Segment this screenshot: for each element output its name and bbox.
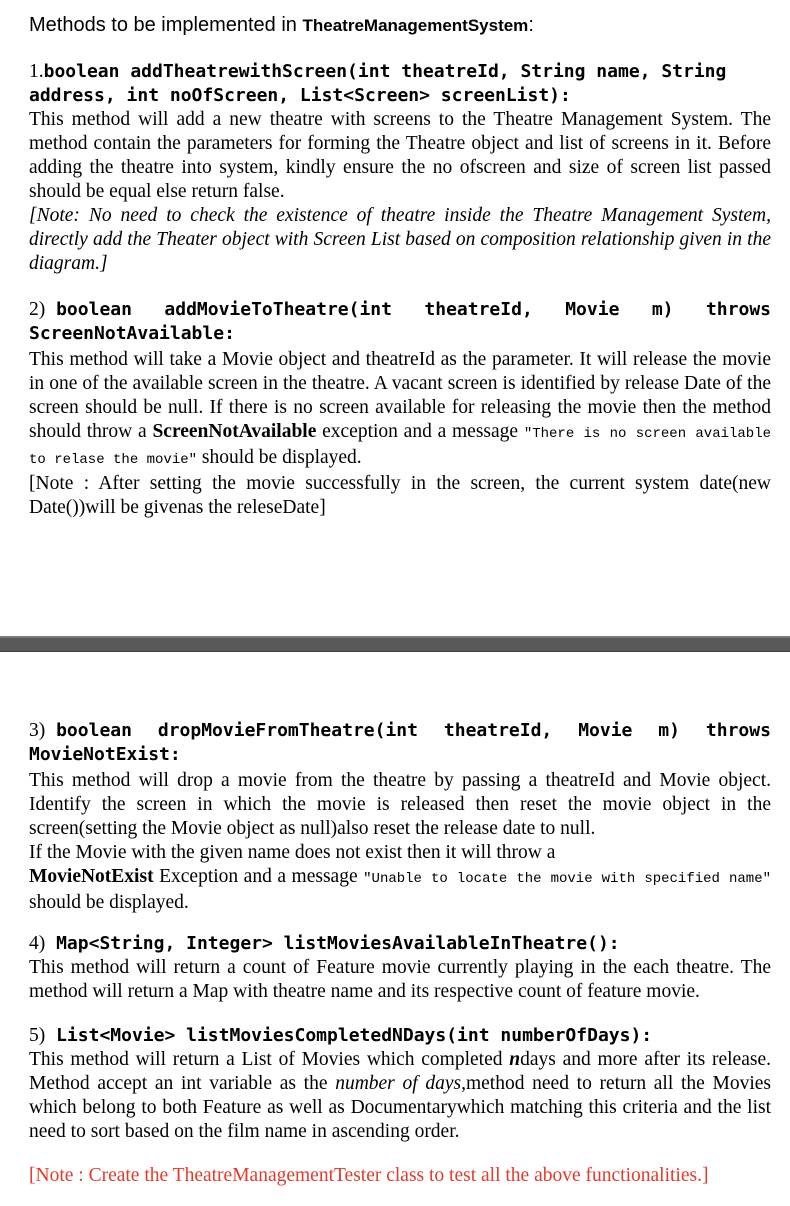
method-4-sig: Map<String, Integer> listMoviesAvailableInTheatre(): (56, 933, 620, 954)
method-1-sig-line1: boolean addTheatrewithScreen(int theatreId, String name, String (43, 61, 727, 82)
method-5-section (29, 1024, 771, 1144)
final-note: [Note : Create the TheatreManagementTester class to test all the above functionalities.] (29, 1165, 709, 1186)
method-4-description: This method will return a count of Feature movie currently playing in the each theatre. The method will return a Map with theatre name and its respective count of feature movie. (29, 957, 771, 1002)
method-1-sig-line2: address, int noOfScreen, List<Screen> screenList): (29, 85, 571, 106)
heading-suffix: : (528, 14, 534, 36)
method-2-desc-c: should be displayed. (197, 447, 362, 468)
method-2-sig-line1 (29, 298, 771, 322)
method-3-sig-word: dropMovieFromTheatre(int (157, 720, 418, 741)
method-1-signature (29, 60, 771, 108)
method-2-number: 2) (29, 299, 46, 320)
method-2-sig-word: addMovieToTheatre(int (164, 299, 392, 320)
method-1-section (29, 60, 771, 276)
method-3-sig-line2: MovieNotExist: (29, 744, 181, 765)
method-1-description: This method will add a new theatre with screens to the Theatre Management System. The method contain the parameters for forming the Theatre object and list of screens in it. Before adding the theatre into system, kindly ensure the no ofscreen and size of screen list passed should be equal else return false. (29, 109, 771, 202)
method-2-desc-b: exception and a message (316, 421, 524, 442)
method-2-exception: ScreenNotAvailable (152, 421, 317, 442)
method-1-note-text: [Note: No need to check the existence of theatre inside the Theatre Management System, directly add the Theater object with Screen List based on composition relationship given in the diagram.] (29, 205, 771, 274)
method-2-sig-word: Movie (565, 299, 620, 320)
method-2-sig-word: theatreId, (424, 299, 533, 320)
method-4-section (29, 932, 771, 1004)
method-2-sig-line2: ScreenNotAvailable: (29, 323, 235, 344)
method-5-signature (29, 1024, 771, 1048)
method-3-sig-word: throws (705, 720, 771, 741)
method-3-sig-word: Movie (578, 720, 633, 741)
method-2-section (29, 298, 771, 520)
method-3-desc-c: Exception and a message (153, 866, 364, 887)
method-3-desc-exception (29, 865, 771, 915)
method-2-message: "There is no screen available to relase the movie" (29, 426, 772, 468)
method-4-signature (29, 932, 771, 956)
heading-class-name: TheatreManagementSystem (302, 16, 529, 35)
method-3-sig-word: boolean (56, 720, 132, 741)
method-1-number: 1. (29, 61, 44, 82)
method-5-description (29, 1048, 771, 1144)
method-2-sig-word: boolean (56, 299, 132, 320)
method-3-sig-line1 (29, 719, 771, 743)
method-3-desc-a: This method will drop a movie from the theatre by passing a theatreId and Movie object. Identify the screen in which the movie is released then reset the movie object in the screen(setting the Movie object as null)also reset the release date to null. (29, 770, 771, 839)
method-3-sig-word: theatreId, (443, 720, 553, 741)
method-3-message: "Unable to locate the movie with specified name" (363, 871, 771, 887)
method-5-sig: List<Movie> listMoviesCompletedNDays(int numberOfDays): (56, 1025, 653, 1046)
method-1-note (29, 204, 771, 276)
method-3-desc-d: should be displayed. (29, 892, 189, 913)
page-heading (29, 11, 534, 40)
method-2-signature (29, 298, 771, 346)
method-3-desc-b: If the Movie with the given name does not exist then it will throw a (29, 842, 556, 863)
method-3-number: 3) (29, 720, 46, 741)
section-divider (0, 636, 790, 652)
method-2-sig-word: throws (705, 299, 771, 320)
method-3-signature (29, 719, 771, 767)
heading-prefix: Methods to be implemented in (29, 14, 303, 36)
method-2-description (29, 348, 771, 472)
method-5-desc-b: days and more after its release. Method accept an int variable as the (29, 1049, 771, 1094)
method-2-desc-a: This method will take a Movie object and theatreId as the parameter. It will release the movie in one of the available screen in the theatre. A vacant screen is identified by release Date of the screen should be null. If there is no screen available for releasing the movie then the method should throw a (29, 349, 771, 442)
method-2-sig-word: m) (651, 299, 674, 320)
method-5-n: n (509, 1049, 521, 1070)
method-3-section (29, 719, 771, 915)
method-5-italic-phrase: number of days, (335, 1073, 466, 1094)
method-3-sig-word: m) (658, 720, 680, 741)
method-5-desc-c: method need to return all the Movies which belong to both Feature as well as Documentarywhich matching this criteria and the list need to sort based on the film name in ascending order. (29, 1073, 771, 1142)
method-5-number: 5) (29, 1025, 46, 1046)
method-2-note: [Note : After setting the movie successfully in the screen, the current system date(new Date())will be givenas the releseDate] (29, 473, 771, 518)
method-4-number: 4) (29, 933, 46, 954)
method-3-exception: MovieNotExist (29, 866, 154, 887)
method-5-desc-a: This method will return a List of Movies which completed (29, 1049, 510, 1070)
